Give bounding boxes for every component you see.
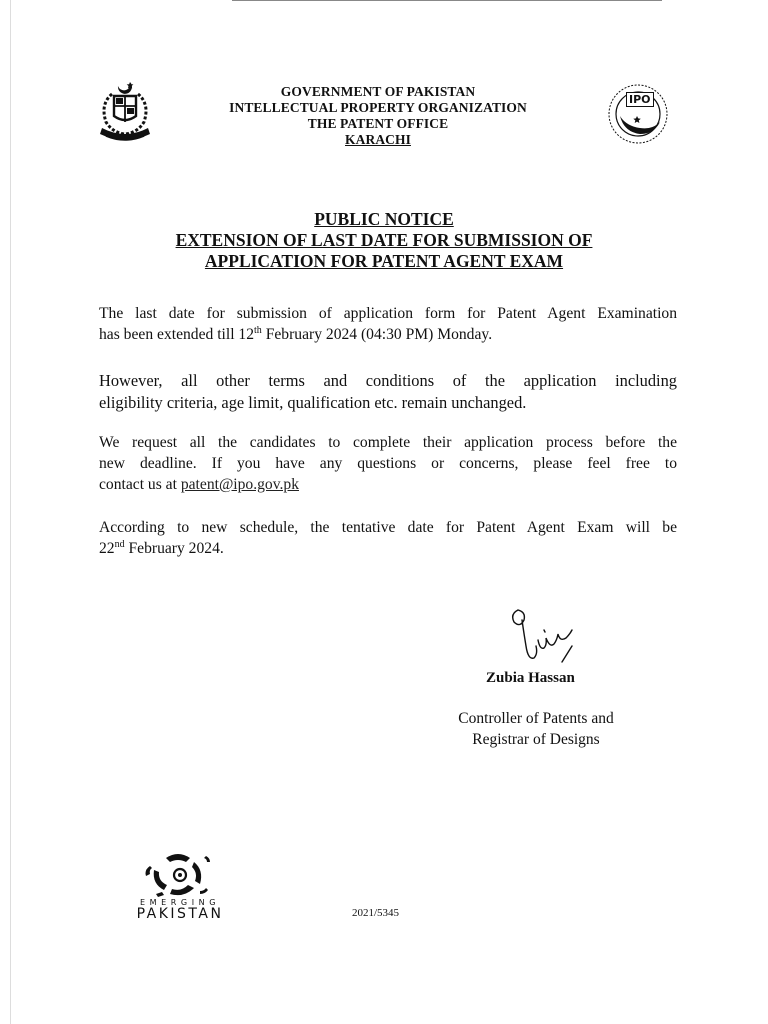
scan-left-edge [10, 0, 11, 1024]
signatory-designation [436, 708, 636, 750]
p3-line3 [99, 474, 677, 495]
paragraph-terms [99, 370, 677, 414]
notice-subtitle-line2: APPLICATION FOR PATENT AGENT EXAM [204, 251, 564, 271]
p4-l2-b: February 2024. [124, 540, 224, 557]
signatory-name: Zubia Hassan [486, 670, 575, 686]
p1-l2-b: February 2024 (04:30 PM) Monday. [261, 326, 493, 343]
header-city: KARACHI [345, 132, 411, 147]
p4-l2-a: 22 [99, 540, 115, 557]
p3-l3-a: contact us at [99, 476, 181, 493]
designation-line2: Registrar of Designs [472, 731, 600, 748]
emerging-pakistan-swirl-icon [136, 850, 226, 900]
handwritten-signature [500, 600, 584, 668]
header-organization: INTELLECTUAL PROPERTY ORGANIZATION [229, 100, 527, 115]
p1-l2-a: has been extended till 12 [99, 326, 255, 343]
paragraph-request [99, 432, 677, 495]
notice-subtitle-line1: EXTENSION OF LAST DATE FOR SUBMISSION OF [175, 230, 593, 250]
p2-line2: eligibility criteria, age limit, qualification etc. remain unchanged. [99, 393, 527, 412]
notice-title: PUBLIC NOTICE [314, 209, 454, 229]
ipo-seal [604, 82, 672, 146]
paragraph-schedule [99, 517, 677, 559]
paragraph-extension [99, 303, 677, 345]
pakistan-state-emblem-icon [96, 78, 154, 144]
notice-title-block [110, 209, 658, 272]
scan-top-rule [232, 0, 662, 1]
p4-l2-sup: nd [114, 539, 125, 550]
p4-line1: According to new schedule, the tentative date for Patent Agent Exam will be [99, 519, 677, 536]
p1-line1: The last date for submission of application form for Patent Agent Examination [99, 305, 677, 322]
header-office: THE PATENT OFFICE [307, 116, 449, 131]
reference-number: 2021/5345 [352, 907, 400, 919]
p3-line2: new deadline. If you have any questions or concerns, please feel free to [99, 455, 677, 472]
letterhead [200, 84, 556, 148]
ipo-seal-text: IPO [626, 92, 654, 107]
contact-email-link[interactable]: patent@ipo.gov.pk [180, 476, 299, 493]
header-government: GOVERNMENT OF PAKISTAN [280, 84, 476, 99]
wordmark-pakistan: PAKISTAN [136, 906, 224, 922]
p2-line1: However, all other terms and conditions of the application including [99, 371, 677, 390]
emerging-pakistan-wordmark [130, 898, 230, 922]
wordmark-emerging: EMERGING [139, 898, 221, 907]
p1-line2 [99, 324, 677, 345]
p3-line1: We request all the candidates to complete their application process before the [99, 434, 677, 451]
p1-l2-sup: th [254, 325, 262, 336]
designation-line1: Controller of Patents and [458, 710, 614, 727]
p4-line2 [99, 538, 677, 559]
